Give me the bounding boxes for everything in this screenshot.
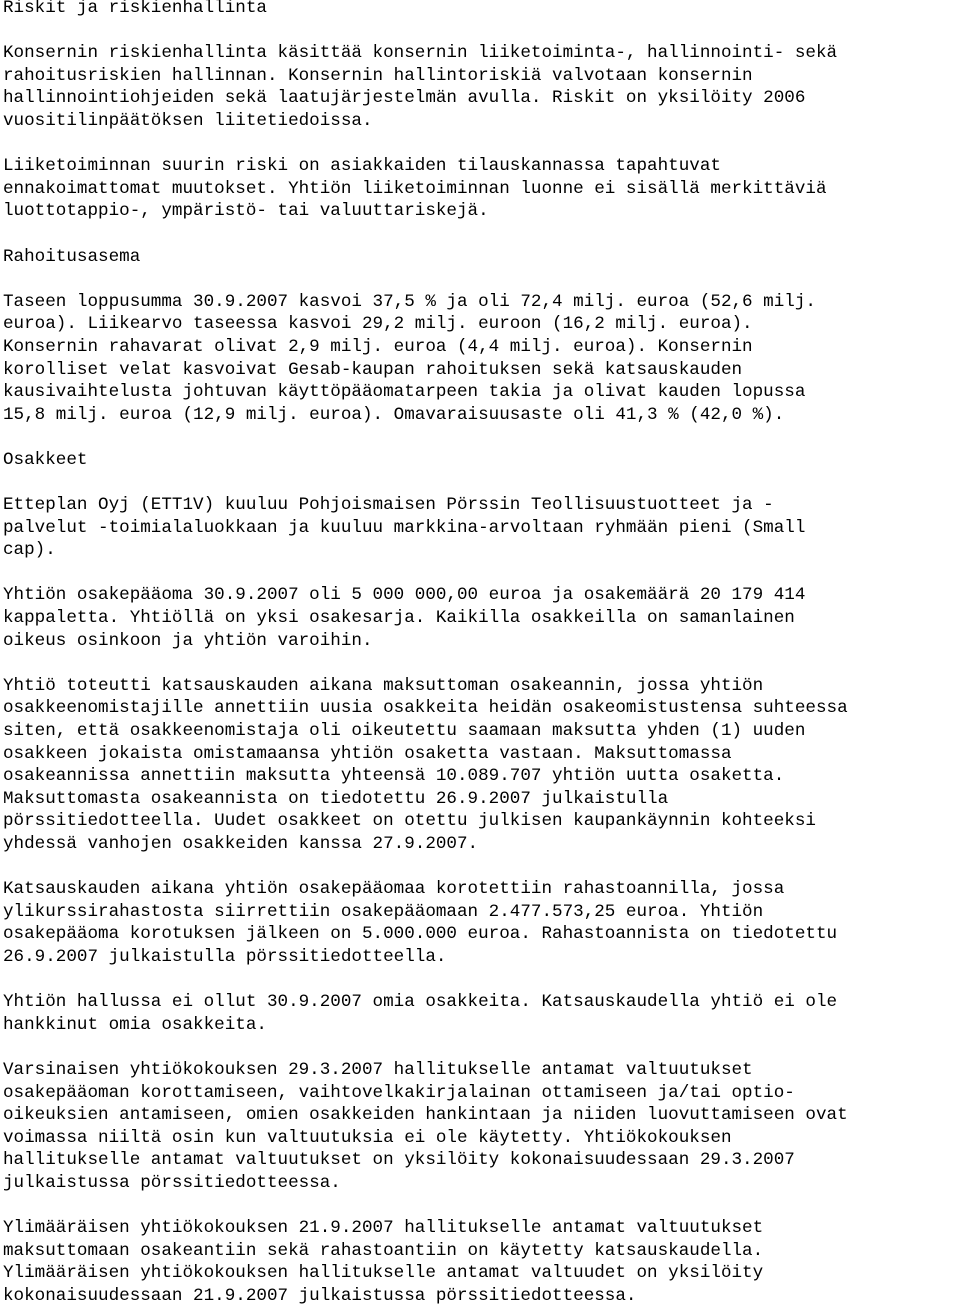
text-line: hallinnointiohjeiden sekä laatujärjestelmän avulla. Riskit on yksilöity 2006 — [3, 88, 806, 109]
text-line: osakkeen jokaista omistamaansa yhtiön osaketta vastaan. Maksuttomassa — [3, 743, 732, 764]
spacer — [3, 1036, 960, 1059]
text-line: Konsernin riskienhallinta käsittää konsernin liiketoiminta-, hallinnointi- sekä — [3, 43, 838, 64]
spacer — [3, 562, 960, 585]
spacer — [3, 268, 960, 291]
paragraph-fund-issue — [3, 878, 960, 968]
text-line: oikeuksien antamiseen, omien osakkeiden hankintaan ja niiden luovuttamiseen ovat — [3, 1105, 848, 1126]
section-heading-shares: Osakkeet — [3, 449, 88, 470]
spacer — [3, 969, 960, 992]
text-line: vuositilinpäätöksen liitetiedoissa. — [3, 110, 373, 131]
text-line: korolliset velat kasvoivat Gesab-kaupan rahoituksen sekä katsauskauden — [3, 359, 743, 380]
text-line: ylikurssirahastosta siirrettiin osakepääomaan 2.477.573,25 euroa. Yhtiön — [3, 901, 764, 922]
section-title-risks: Riskit ja riskienhallinta — [3, 0, 267, 18]
text-line: osakepääoman korottamiseen, vaihtovelkakirjalainan ottamiseen ja/tai optio- — [3, 1082, 795, 1103]
spacer — [3, 20, 960, 43]
text-line: Konsernin rahavarat olivat 2,9 milj. euroa (4,4 milj. euroa). Konsernin — [3, 336, 753, 357]
text-line: luottotappio-, ympäristö- tai valuuttariskejä. — [3, 201, 489, 222]
text-line: voimassa niiltä osin kun valtuutuksia ei ole käytetty. Yhtiökokouksen — [3, 1127, 732, 1148]
text-line: Yhtiön hallussa ei ollut 30.9.2007 omia osakkeita. Katsauskaudella yhtiö ei ole — [3, 992, 838, 1013]
text-line: ennakoimattomat muutokset. Yhtiön liiketoiminnan luonne ei sisällä merkittäviä — [3, 178, 827, 199]
section-heading-financing: Rahoitusasema — [3, 246, 141, 267]
text-line: 15,8 milj. euroa (12,9 milj. euroa). Omavaraisuusaste oli 41,3 % (42,0 %). — [3, 404, 785, 425]
text-line: osakeannissa annettiin maksutta yhteensä 10.089.707 yhtiön uutta osaketta. — [3, 766, 785, 787]
text-line: euroa). Liikearvo taseessa kasvoi 29,2 milj. euroon (16,2 milj. euroa). — [3, 314, 753, 335]
paragraph-financing — [3, 291, 960, 427]
spacer — [3, 856, 960, 879]
text-line: Varsinaisen yhtiökokouksen 29.3.2007 hallitukselle antamat valtuutukset — [3, 1059, 753, 1080]
text-line: palvelut -toimialaluokkaan ja kuuluu markkina-arvoltaan ryhmään pieni (Small — [3, 517, 806, 538]
text-line: rahoitusriskien hallinnan. Konsernin hallintoriskiä valvotaan konsernin — [3, 65, 753, 86]
spacer — [3, 1194, 960, 1217]
text-line: osakkeenomistajille annettiin uusia osakkeita heidän osakeomistustensa suhteessa — [3, 698, 848, 719]
paragraph-business-risk — [3, 155, 960, 223]
text-line: Liiketoiminnan suurin riski on asiakkaiden tilauskannassa tapahtuvat — [3, 156, 721, 177]
spacer — [3, 133, 960, 156]
text-line: osakepääoma korotuksen jälkeen on 5.000.000 euroa. Rahastoannista on tiedotettu — [3, 924, 838, 945]
text-line: Katsauskauden aikana yhtiön osakepääomaa korotettiin rahastoannilla, jossa — [3, 879, 785, 900]
text-line: Ylimääräisen yhtiökokouksen 21.9.2007 hallitukselle antamat valtuutukset — [3, 1218, 764, 1239]
text-line: siten, että osakkeenomistaja oli oikeutettu saamaan maksutta yhden (1) uuden — [3, 721, 806, 741]
text-line: Taseen loppusumma 30.9.2007 kasvoi 37,5 % ja oli 72,4 milj. euroa (52,6 milj. — [3, 291, 816, 312]
text-line: Yhtiö toteutti katsauskauden aikana maksuttoman osakeannin, jossa yhtiön — [3, 675, 764, 696]
text-line: kappaletta. Yhtiöllä on yksi osakesarja. Kaikilla osakkeilla on samanlainen — [3, 608, 795, 629]
text-line: oikeus osinkoon ja yhtiön varoihin. — [3, 630, 373, 651]
spacer — [3, 652, 960, 675]
text-line: kausivaihtelusta johtuvan käyttöpääomatarpeen takia ja olivat kauden lopussa — [3, 382, 806, 403]
text-line: yhdessä vanhojen osakkeiden kanssa 27.9.2007. — [3, 833, 479, 854]
text-line: cap). — [3, 540, 56, 561]
spacer — [3, 426, 960, 449]
paragraph-agm-authorizations — [3, 1059, 960, 1195]
text-line: kokonaisuudessaan 21.9.2007 julkaistussa pörssitiedotteessa. — [3, 1285, 637, 1306]
text-line: maksuttomaan osakeantiin sekä rahastoantiin on käytetty katsauskaudella. — [3, 1240, 764, 1261]
text-line: Ylimääräisen yhtiökokouksen hallitukselle antamat valtuudet on yksilöity — [3, 1263, 764, 1284]
paragraph-own-shares — [3, 991, 960, 1036]
text-line: hankkinut omia osakkeita. — [3, 1014, 267, 1035]
paragraph-egm-authorizations — [3, 1217, 960, 1307]
spacer — [3, 223, 960, 246]
text-line: hallitukselle antamat valtuutukset on yksilöity kokonaisuudessaan 29.3.2007 — [3, 1150, 795, 1171]
spacer — [3, 471, 960, 494]
paragraph-share-capital — [3, 584, 960, 652]
text-line: 26.9.2007 julkaistulla pörssitiedotteella. — [3, 946, 447, 967]
text-line: julkaistussa pörssitiedotteessa. — [3, 1172, 341, 1193]
text-line: Yhtiön osakepääoma 30.9.2007 oli 5 000 000,00 euroa ja osakemäärä 20 179 414 — [3, 585, 806, 606]
text-line: Etteplan Oyj (ETT1V) kuuluu Pohjoismaisen Pörssin Teollisuustuotteet ja - — [3, 495, 774, 516]
paragraph-shares-listing — [3, 494, 960, 562]
text-line: pörssitiedotteella. Uudet osakkeet on otettu julkisen kaupankäynnin kohteeksi — [3, 811, 816, 832]
text-line: Maksuttomasta osakeannista on tiedotettu 26.9.2007 julkaistulla — [3, 788, 669, 809]
paragraph-risk-management — [3, 42, 960, 132]
paragraph-bonus-issue — [3, 675, 960, 856]
